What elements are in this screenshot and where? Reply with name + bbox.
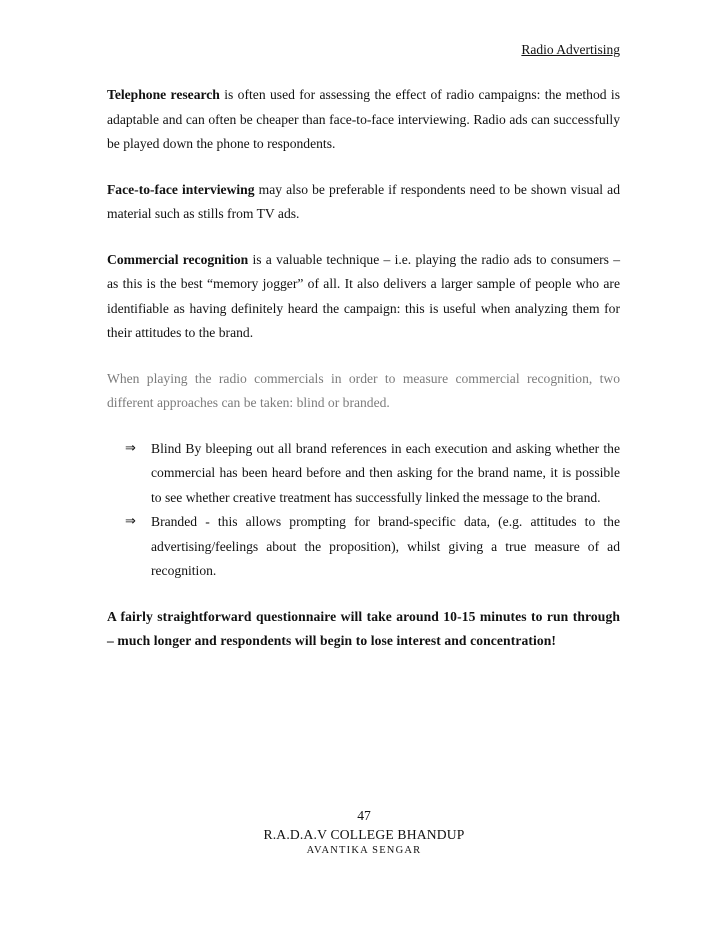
running-header: Radio Advertising xyxy=(521,42,620,57)
term-face-to-face: Face-to-face interviewing xyxy=(107,181,255,197)
list-item-blind xyxy=(107,437,620,511)
paragraph-conclusion: A fairly straightforward questionnaire will take around 10-15 minutes to run through – much longer and respondents will begin to lose interest and concentration! xyxy=(107,608,620,648)
paragraph-face-to-face xyxy=(107,178,620,227)
paragraph-approaches: When playing the radio commercials in order to measure commercial recognition, two different approaches can be taken: blind or branded. xyxy=(107,370,620,410)
page-number: 47 xyxy=(357,808,371,823)
arrow-right-icon: ⇒ xyxy=(125,514,136,529)
list-item-text: Blind By bleeping out all brand references in each execution and asking whether the commercial has been heard before and then asking for the brand name, it is possible to see whether creative treatment has successfully linked the message to the brand. xyxy=(151,440,620,505)
paragraph-text: is a valuable technique – i.e. playing the radio ads to consumers – as this is the best “memory jogger” of all. It also delivers a larger sample of people who are identifiable as having definitely heard the campaign: this is useful when analyzing them for their attitudes to the brand. xyxy=(107,251,621,340)
footer-author: AVANTIKA SENGAR xyxy=(306,845,422,856)
paragraph-text: may also be preferable if respondents need to be shown visual ad material such as stills from TV ads. xyxy=(107,181,620,221)
list-item-branded xyxy=(107,510,620,584)
paragraph-telephone-research xyxy=(107,83,620,157)
approach-list xyxy=(107,437,620,584)
term-telephone-research: Telephone research xyxy=(107,87,220,102)
arrow-right-icon: ⇒ xyxy=(125,440,136,456)
list-item-text: Branded - this allows prompting for brand-specific data, (e.g. attitudes to the advertising/feelings about the proposition), whilst giving a true measure of ad recognition. xyxy=(151,514,620,578)
paragraph-commercial-recognition xyxy=(107,248,620,346)
footer-college: R.A.D.A.V COLLEGE BHANDUP xyxy=(263,827,465,842)
term-commercial-recognition: Commercial recognition xyxy=(107,251,249,267)
page-body xyxy=(107,83,620,675)
paragraph-text: is often used for assessing the effect of radio campaigns: the method is adaptable and can often be cheaper than face-to-face interviewing. Radio ads can successfully be played down the phone to respondents. xyxy=(107,87,620,151)
